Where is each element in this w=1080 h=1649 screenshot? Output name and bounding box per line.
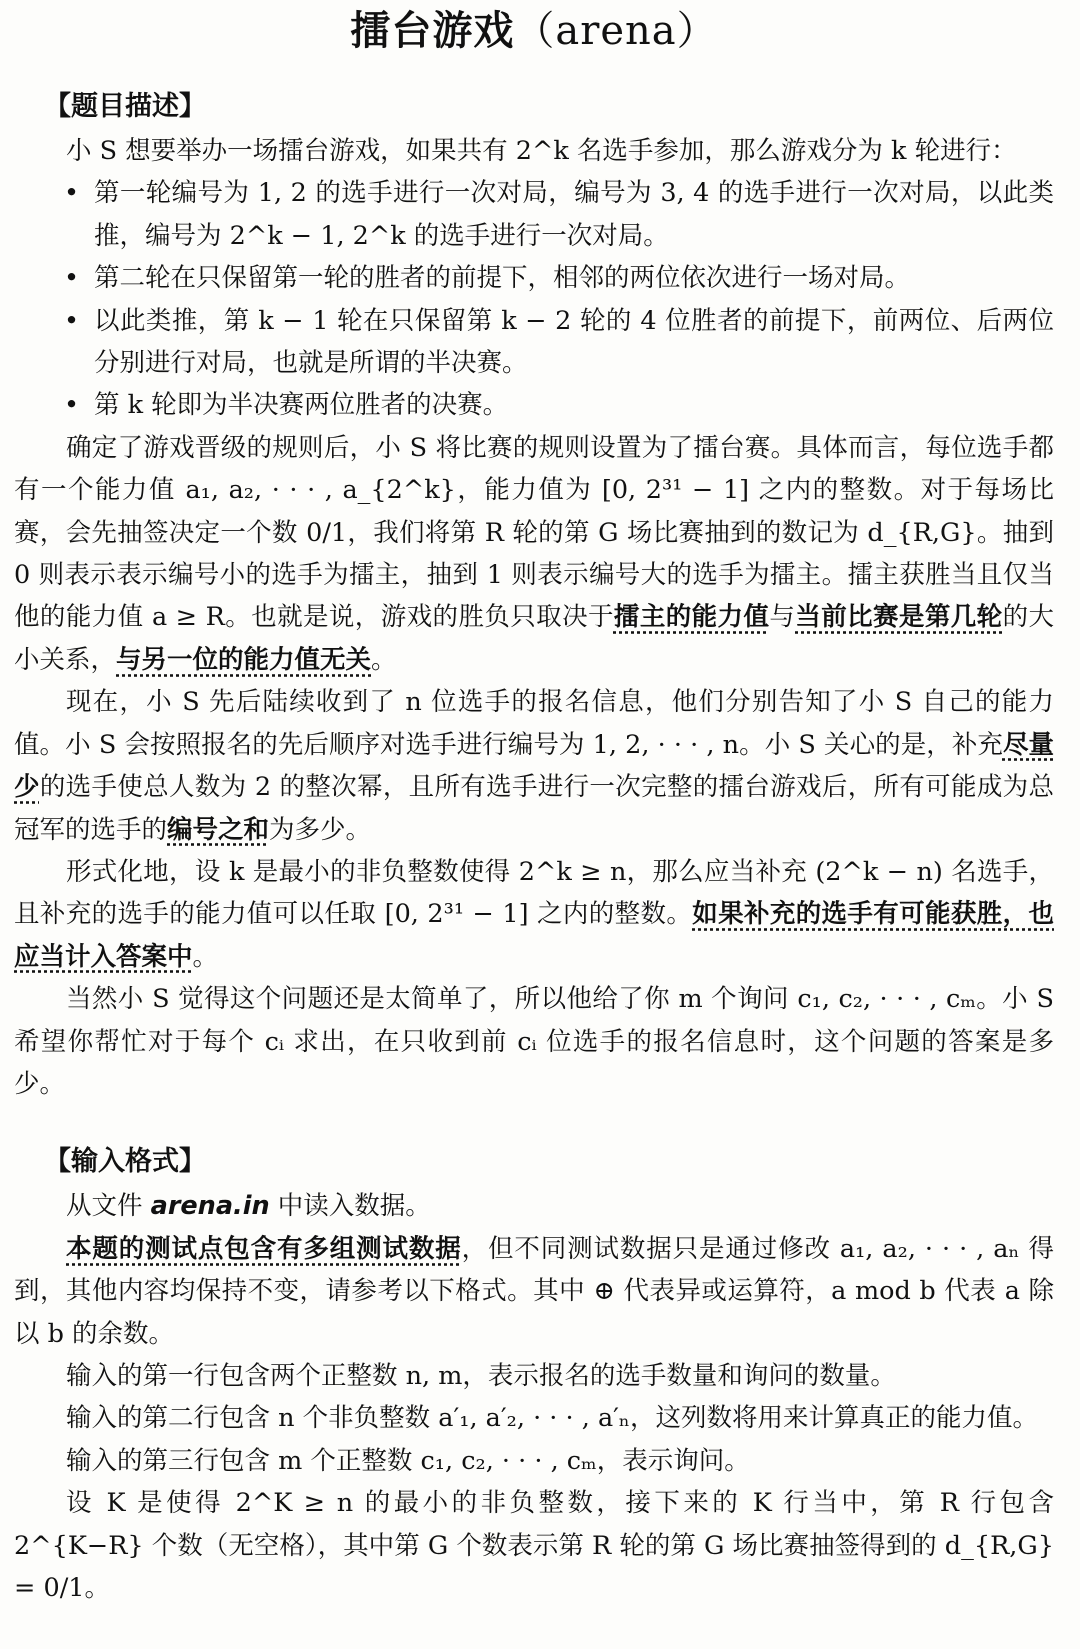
- emphasis-text: 擂主的能力值: [613, 602, 770, 633]
- formal-text: 。: [192, 941, 219, 972]
- list-item: • 第一轮编号为 1, 2 的选手进行一次对局，编号为 3, 4 的选手进行一次对局，以此类推，编号为 2^k − 1, 2^k 的选手进行一次对局。: [14, 172, 1054, 257]
- question-text: 现在，小 S 先后陆续收到了 n 位选手的报名信息，他们分别告知了小 S 自己的能力值。小 S 会按照报名的先后顺序对选手进行编号为 1, 2, · · · , n。小 S 关心的是，补充: [14, 687, 1054, 760]
- formal-text: 形式化地，设 k 是最小的非负整数使得 2^k ≥ n，那么应当补充 (2^k − n) 名选手，且补充的选手的能力值可以任取 [0, 2³¹ − 1] 之内的整数。: [14, 856, 1054, 930]
- list-item: • 以此类推，第 k − 1 轮在只保留第 k − 2 轮的 4 位胜者的前提下，前两位、后两位分别进行对局，也就是所谓的半决赛。: [14, 300, 1054, 385]
- input-text: 从文件: [66, 1191, 151, 1222]
- question-paragraph: [14, 681, 1054, 851]
- rules-text: 确定了游戏晋级的规则后，小 S 将比赛的规则设置为了擂台赛。具体而言，每位选手都有一个能力值 a₁, a₂, · · · , a_{2^k}，能力值为 [0, 2³¹ − 1] 之内的整数。对于每场比赛，会先抽签决定一个数 0/1，我们将第 R 轮的第 G 场比赛抽到的数记为 d_{R,G}。抽到 0 则表示表示编号小的选手为擂主，抽到 1 则表示编号大的选手为擂主。擂主获胜当且仅当他的能力值 a ≥ R。也就是说，游戏的胜负只取决于: [14, 432, 1054, 633]
- emphasis-text: 当前比赛是第几轮: [795, 602, 1003, 633]
- description-heading: 【题目描述】: [44, 91, 206, 122]
- input-line-2: 输入的第二行包含 n 个非负整数 a′₁, a′₂, · · · , a′ₙ，这列数将用来计算真正的能力值。: [66, 1403, 1038, 1434]
- multi-test-paragraph: [14, 1228, 1054, 1355]
- question-text: 的选手使总人数为 2 的整次幂，且所有选手进行一次完整的擂台游戏后，所有可能成为总冠军的选手的: [14, 772, 1054, 845]
- input-text: 中读入数据。: [269, 1191, 431, 1222]
- title-english: （arena）: [514, 8, 718, 54]
- title-name: 擂台游戏: [350, 7, 515, 54]
- list-item: • 第二轮在只保留第一轮的胜者的前提下，相邻的两位依次进行一场对局。: [14, 257, 1054, 299]
- queries-paragraph: 当然小 S 觉得这个问题还是太简单了，所以他给了你 m 个询问 c₁, c₂, · · · , cₘ。小 S 希望你帮忙对于每个 cᵢ 求出，在只收到前 cᵢ 位选手的报名信息时，这个问题的答案是多少。: [14, 984, 1054, 1099]
- emphasis-text: 如果补充的选手有可能获胜，也应当计入答案中: [14, 899, 1054, 972]
- emphasis-text: 与另一位的能力值无关: [116, 644, 372, 675]
- input-filename: arena.in: [150, 1191, 270, 1222]
- emphasis-text: 编号之和: [167, 814, 270, 845]
- list-item: • 第 k 轮即为半决赛两位胜者的决赛。: [14, 384, 1054, 426]
- emphasis-text: 尽量少: [14, 729, 1054, 803]
- rounds-list: [14, 172, 1054, 426]
- input-text: ，但不同测试数据只是通过修改 a₁, a₂, · · · , aₙ 得到，其他内容均保持不变，请参考以下格式。其中 ⊕ 代表异或运算符，a mod b 代表 a 除以 b 的余数。: [14, 1233, 1054, 1349]
- input-line-3: 输入的第三行包含 m 个正整数 c₁, c₂, · · · , cₘ，表示询问。: [66, 1445, 750, 1476]
- input-line-1: 输入的第一行包含两个正整数 n, m，表示报名的选手数量和询问的数量。: [66, 1360, 896, 1391]
- rules-text: 的大小关系，: [14, 602, 1054, 675]
- input-file-line: [14, 1185, 1054, 1227]
- rules-paragraph: [14, 427, 1054, 681]
- description-intro: 小 S 想要举办一场擂台游戏，如果共有 2^k 名选手参加，那么游戏分为 k 轮进行：: [66, 136, 1017, 166]
- rules-text: 与: [769, 602, 796, 633]
- page-title: [14, 0, 1054, 58]
- emphasis-text: 本题的测试点包含有多组测试数据: [66, 1233, 462, 1264]
- question-text: 为多少。: [269, 814, 372, 845]
- rules-text: 。: [371, 644, 397, 675]
- input-line-4: 设 K 是使得 2^K ≥ n 的最小的非负整数，接下来的 K 行当中，第 R 行包含 2^{K−R} 个数（无空格），其中第 G 个数表示第 R 轮的第 G 场比赛抽签得到的 d_{R,G} = 0/1。: [14, 1488, 1054, 1603]
- formal-paragraph: [14, 851, 1054, 978]
- input-heading: 【输入格式】: [44, 1146, 206, 1178]
